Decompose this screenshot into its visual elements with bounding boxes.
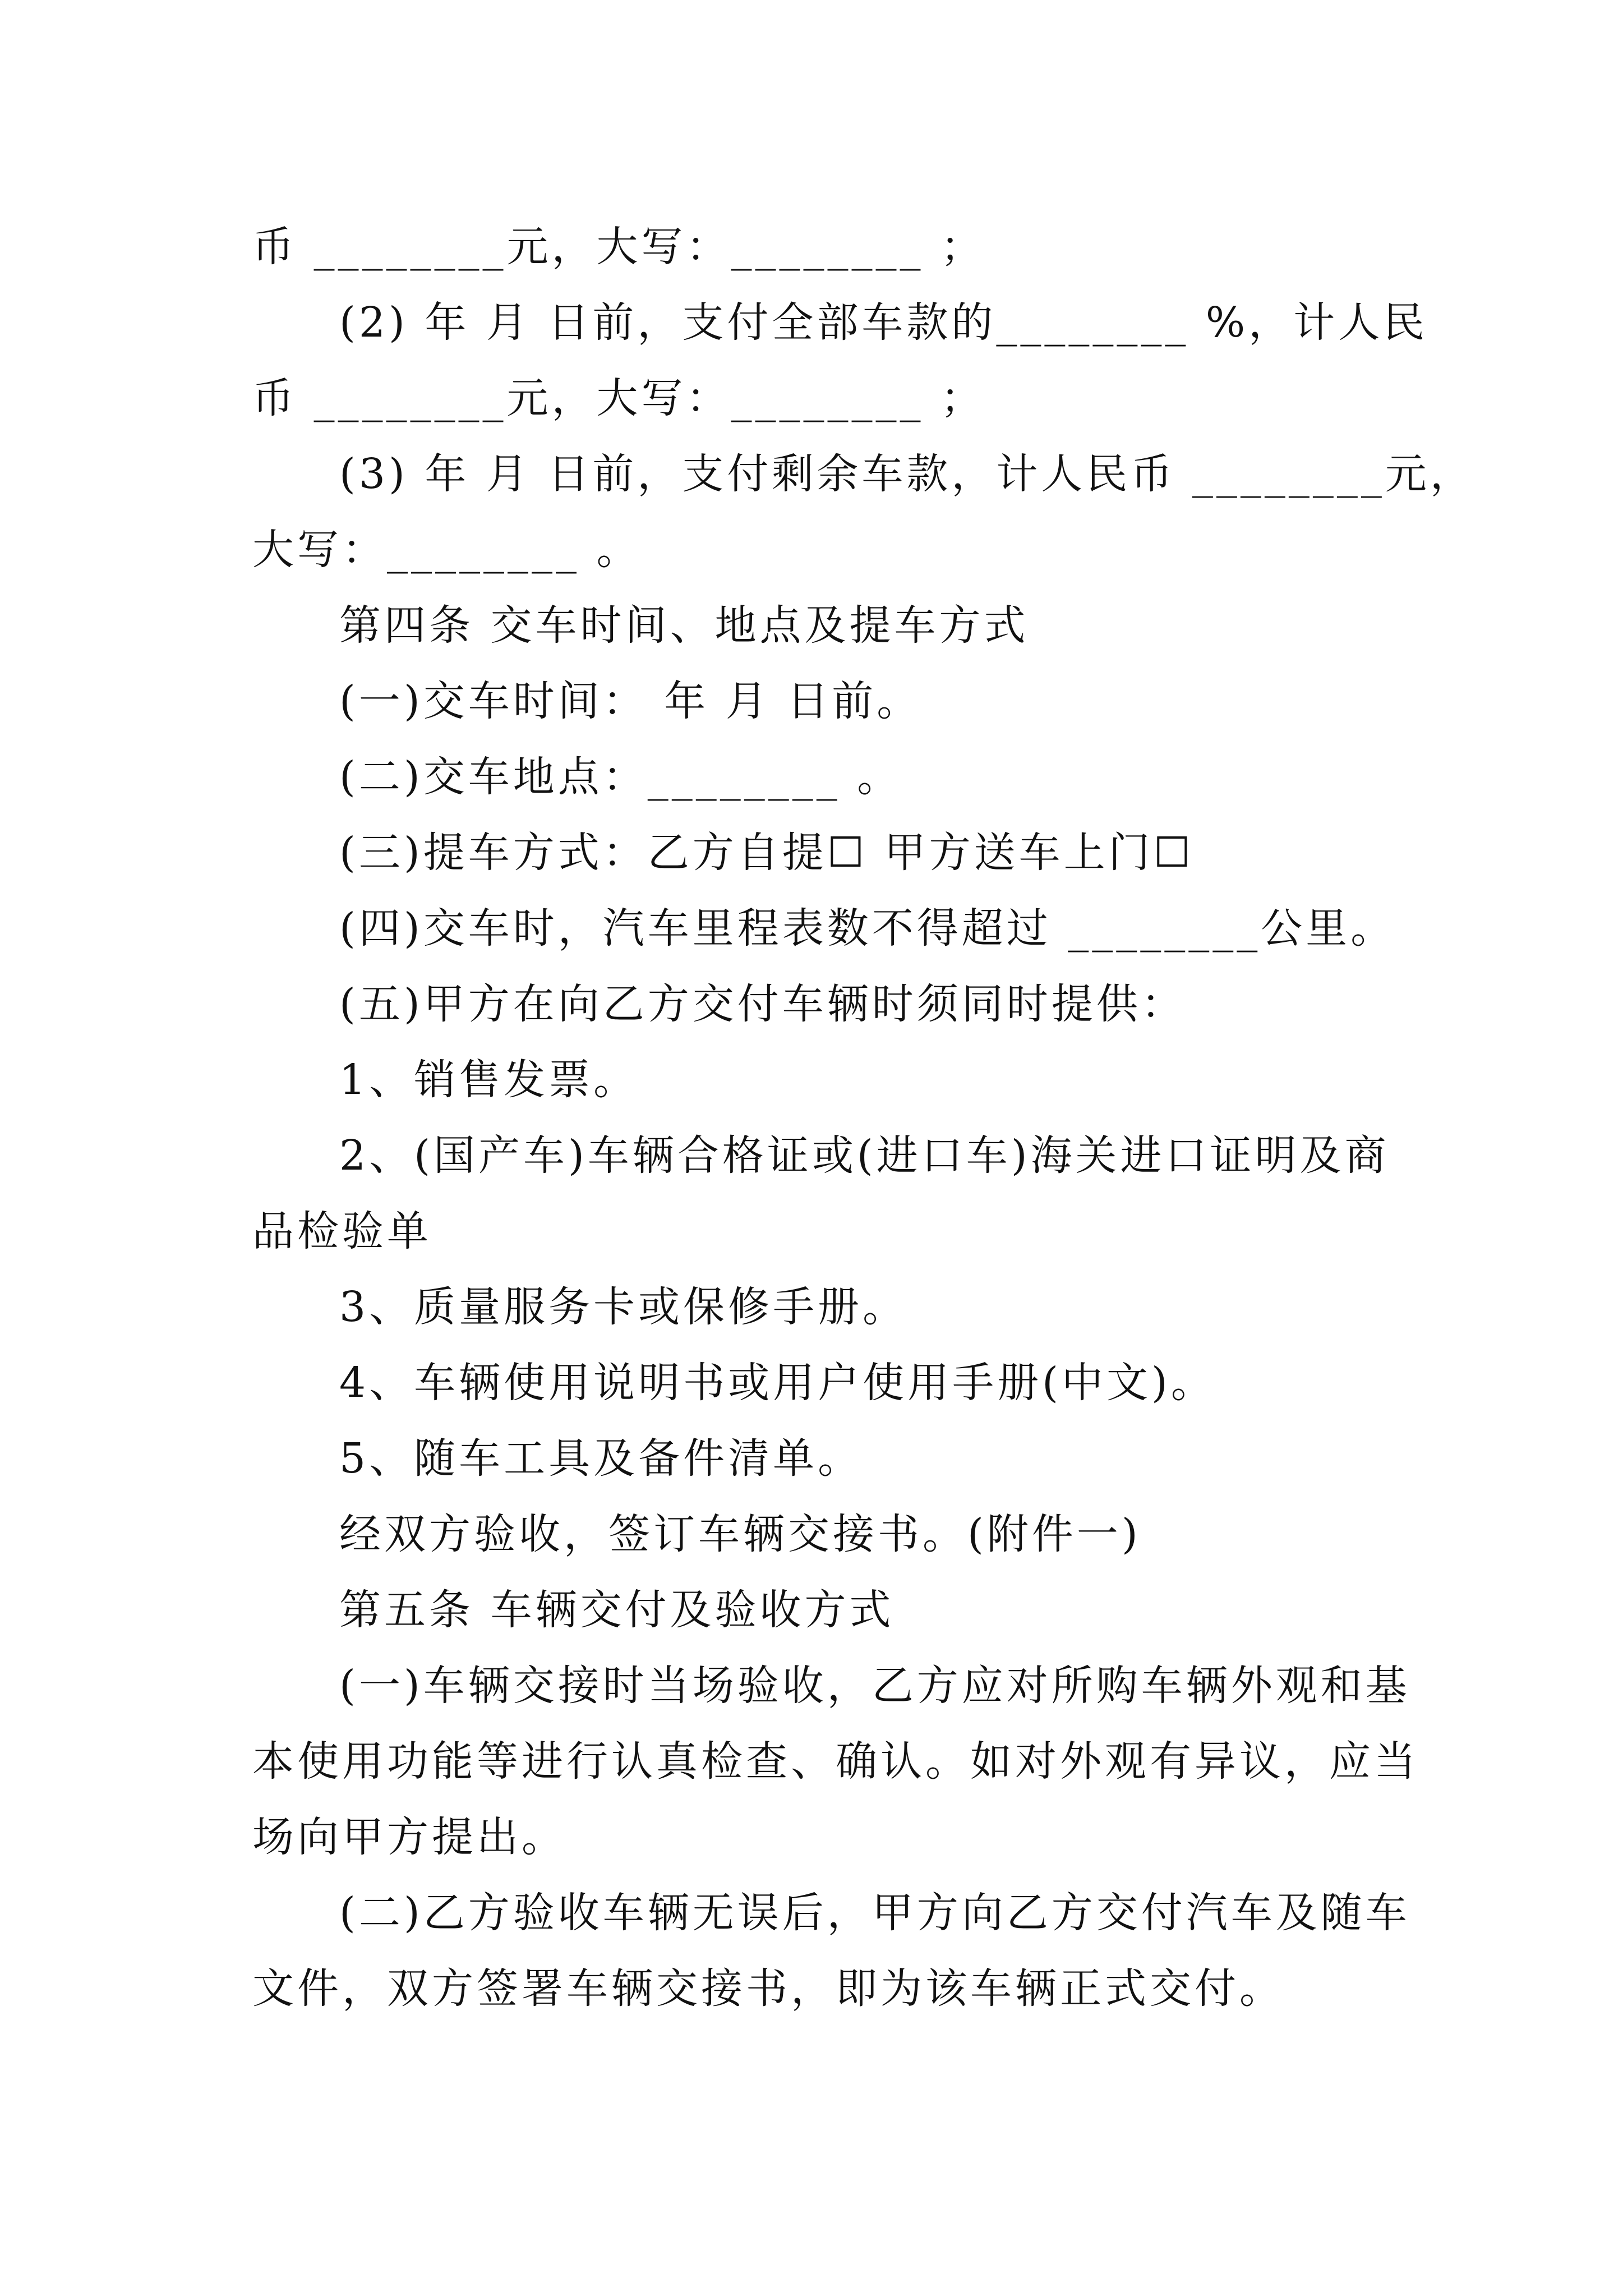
text-line: (四)交车时，汽车里程表数不得超过 ________公里。 xyxy=(339,904,1396,953)
text-line: 币 ________元，大写：________ ； xyxy=(252,223,986,271)
text-line: (二)乙方验收车辆无误后，甲方向乙方交付汽车及随车 xyxy=(339,1889,1410,1937)
text-line: (二)交车地点：________ 。 xyxy=(339,753,902,801)
text-line: (五)甲方在向乙方交付车辆时须同时提供： xyxy=(339,980,1186,1028)
text-line: 本使用功能等进行认真检查、确认。如对外观有异议，应当 xyxy=(252,1737,1419,1786)
text-line: 币 ________元，大写：________ ； xyxy=(252,374,986,422)
text-line: (三)提车方式：乙方自提☐ 甲方送车上门☐ xyxy=(339,829,1194,877)
text-line: 文件，双方签署车辆交接书，即为该车辆正式交付。 xyxy=(252,1964,1284,2013)
list-item: 2、(国产车)车辆合格证或(进口车)海关进口证明及商 xyxy=(339,1131,1390,1180)
text-line: (一)交车时间： 年 月 日前。 xyxy=(339,677,922,725)
list-item: 1、销售发票。 xyxy=(339,1056,639,1104)
text-line: 大写：________ 。 xyxy=(252,526,642,574)
list-item: 4、车辆使用说明书或用户使用手册(中文)。 xyxy=(339,1359,1216,1407)
list-item: 5、随车工具及备件清单。 xyxy=(339,1434,863,1483)
section-heading: 第四条 交车时间、地点及提车方式 xyxy=(339,601,1029,650)
text-line: (2) 年 月 日前，支付全部车款的________ %，计人民 xyxy=(339,298,1428,347)
text-line: (一)车辆交接时当场验收，乙方应对所购车辆外观和基 xyxy=(339,1662,1410,1710)
section-heading: 第五条 车辆交付及验收方式 xyxy=(339,1586,895,1634)
text-line: 场向甲方提出。 xyxy=(252,1813,566,1861)
text-line: 品检验单 xyxy=(252,1207,432,1255)
list-item: 3、质量服务卡或保修手册。 xyxy=(339,1283,908,1331)
text-line: 经双方验收，签订车辆交接书。(附件一) xyxy=(339,1510,1141,1558)
text-line: (3) 年 月 日前，支付剩余车款，计人民币 ________元， xyxy=(339,450,1475,498)
